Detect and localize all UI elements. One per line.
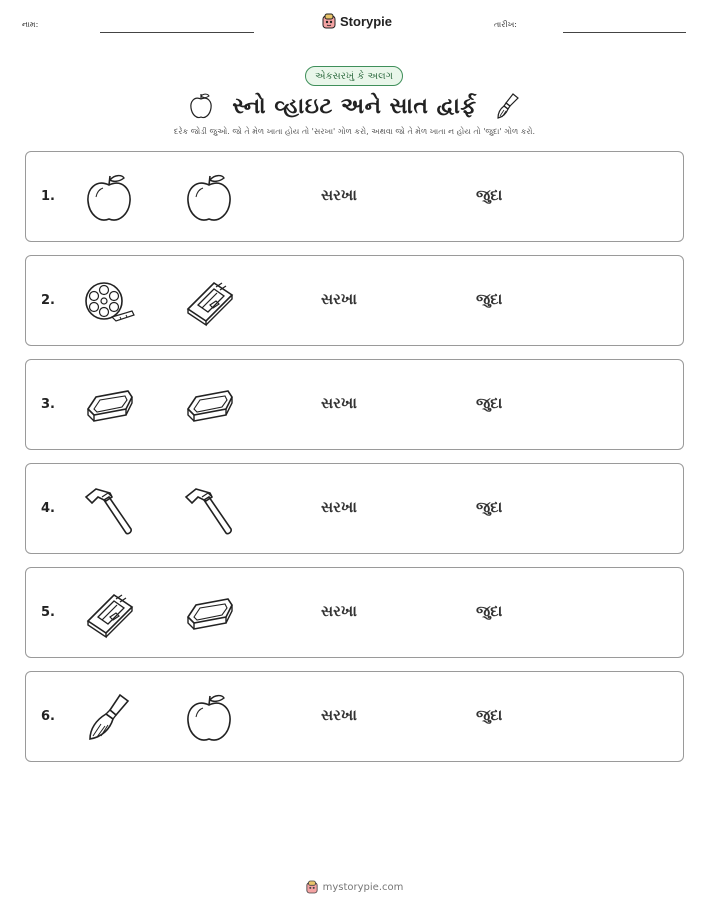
question-number: 1. bbox=[41, 189, 55, 204]
coffin-icon bbox=[82, 379, 136, 433]
question-card bbox=[25, 463, 684, 554]
question-number: 5. bbox=[41, 605, 55, 620]
different-option[interactable]: જુદા bbox=[476, 186, 503, 204]
same-option[interactable]: સરખા bbox=[321, 602, 357, 620]
hammer-icon bbox=[82, 483, 136, 537]
paintbrush-icon bbox=[495, 92, 521, 120]
apple-icon bbox=[82, 171, 136, 225]
name-label: નામ: bbox=[22, 20, 39, 29]
same-option[interactable]: સરખા bbox=[321, 394, 357, 412]
date-label: તારીખ: bbox=[494, 20, 517, 29]
footer-url[interactable]: mystorypie.com bbox=[322, 881, 404, 893]
same-option[interactable]: સરખા bbox=[321, 706, 357, 724]
instructions: દરેક જોડી જુઓ. જો તે મેળ ખાતા હોય તો 'સરખા' ગોળ કરો, અથવા જો તે મેળ ખાતા ન હોય તો 'જુદા' ગોળ કરો. bbox=[173, 127, 536, 136]
mousetrap-icon bbox=[182, 275, 236, 329]
storypie-mascot-icon bbox=[322, 13, 336, 29]
different-option[interactable]: જુદા bbox=[476, 706, 503, 724]
question-card bbox=[25, 151, 684, 242]
apple-icon bbox=[182, 171, 236, 225]
footer bbox=[0, 880, 709, 894]
different-option[interactable]: જુદા bbox=[476, 394, 503, 412]
hammer-icon bbox=[182, 483, 236, 537]
question-number: 6. bbox=[41, 709, 55, 724]
apple-icon bbox=[182, 691, 236, 745]
question-number: 2. bbox=[41, 293, 55, 308]
question-number: 4. bbox=[41, 501, 55, 516]
mousetrap-icon bbox=[82, 587, 136, 641]
question-number: 3. bbox=[41, 397, 55, 412]
different-option[interactable]: જુદા bbox=[476, 602, 503, 620]
page-title: સ્નો વ્હાઇટ અને સાત દ્વાર્ફ bbox=[232, 93, 477, 119]
coffin-icon bbox=[182, 587, 236, 641]
film-reel-icon bbox=[82, 275, 136, 329]
same-option[interactable]: સરખા bbox=[321, 186, 357, 204]
question-card bbox=[25, 359, 684, 450]
brand-name: Storypie bbox=[340, 13, 393, 29]
same-option[interactable]: સરખા bbox=[321, 498, 357, 516]
same-option[interactable]: સરખા bbox=[321, 290, 357, 308]
storypie-mascot-icon bbox=[306, 880, 318, 894]
date-line[interactable] bbox=[563, 32, 686, 33]
question-card bbox=[25, 671, 684, 762]
apple-icon bbox=[188, 92, 214, 120]
question-card bbox=[25, 567, 684, 658]
different-option[interactable]: જુદા bbox=[476, 498, 503, 516]
different-option[interactable]: જુદા bbox=[476, 290, 503, 308]
title-row bbox=[0, 89, 709, 123]
paintbrush-icon bbox=[82, 691, 136, 745]
brand-logo bbox=[322, 13, 392, 29]
worksheet-type-badge: એકસરખું કે અલગ bbox=[305, 66, 403, 86]
name-line[interactable] bbox=[100, 32, 254, 33]
coffin-icon bbox=[182, 379, 236, 433]
question-card bbox=[25, 255, 684, 346]
